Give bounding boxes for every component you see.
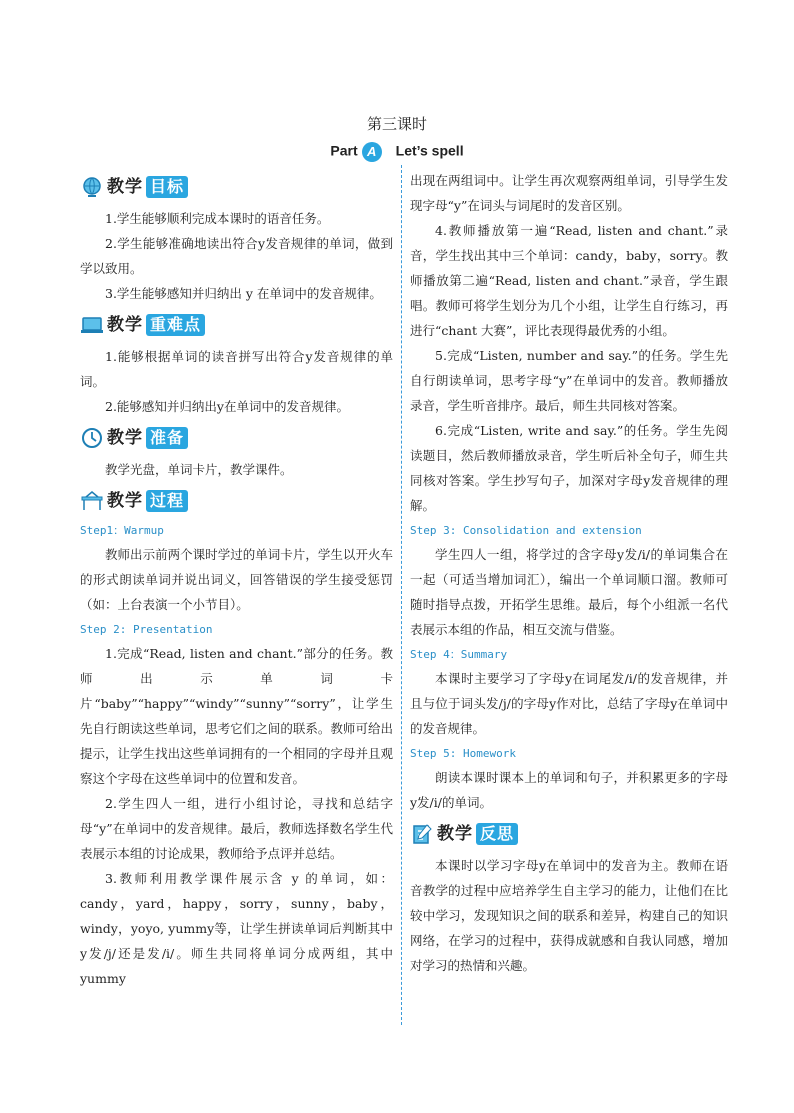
step-heading: Step1：Warmup (80, 524, 164, 537)
part-label: Part (330, 142, 358, 159)
reflection-text: 本课时以学习字母y在单词中的发音为主。教师在语音教学的过程中应培养学生自主学习的能力，让他们在比较中学习，发现知识之间的联系和差异，构建自己的知识网络，在学习的过程中，获得成就感和自我认同感，增加对学习的热情和兴趣。 (410, 858, 728, 973)
presentation-p3-cont: 出现在两组词中。让学生再次观察两组单词，引导学生发现字母“y”在词头与词尾时的发音区别。 (410, 173, 728, 213)
presentation-p3: 3.教师利用教学课件展示含 y 的单词，如：candy，yard，happy，sorry，sunny，baby，windy，yoyo, yummy等，让学生拼读单词后判断其中y发/j/还是发/i/。师生共同将单词分成两组，其中 yummy (80, 871, 393, 986)
right-column (410, 168, 728, 978)
goal-item: 2.学生能够准确地读出符合y发音规律的单词，做到学以致用。 (80, 236, 393, 276)
part-header (0, 142, 794, 162)
consolidation-text: 学生四人一组，将学过的含字母y发/i/的单词集合在一起（可适当增加词汇），编出一个单词顺口溜。教师可随时指导点拨，开拓学生思维。最后，每个小组派一名代表展示本组的作品，相互交流与借鉴。 (410, 547, 728, 637)
section-process-header (80, 486, 393, 516)
section-reflection-t1: 教学 (437, 823, 473, 844)
column-divider (401, 165, 402, 1025)
notebook-icon (410, 822, 434, 846)
section-focus-header (80, 310, 393, 340)
presentation-p1: 1.完成“Read, listen and chant.”部分的任务。教师出示单词卡片“baby”“happy”“windy”“sunny”“sorry”，让学生先自行朗读这些单词，思考它们之间的联系。教师可给出提示，让学生找出这些单词拥有的一个相同的字母并且观察这个字母在这些单词中的位置和发音。 (80, 646, 393, 786)
goal-item: 1.学生能够顺利完成本课时的语音任务。 (105, 211, 330, 226)
clock-icon (80, 426, 104, 450)
focus-item: 2.能够感知并归纳出y在单词中的发音规律。 (105, 399, 349, 414)
presentation-p5: 5.完成“Listen, number and say.”的任务。学生先自行朗读单词，思考字母“y”在单词中的发音。教师播放录音，学生听音排序。最后，师生共同核对答案。 (410, 348, 728, 413)
step-heading: Step 5: Homework (410, 747, 516, 760)
homework-text: 朗读本课时课本上的单词和句子，并积累更多的字母y发/i/的单词。 (410, 770, 728, 810)
desk-icon (80, 489, 104, 513)
globe-icon (80, 175, 104, 199)
part-name: Let’s spell (395, 142, 464, 159)
presentation-p4: 4.教师播放第一遍“Read, listen and chant.”录音，学生找出其中三个单词：candy，baby，sorry。教师播放第二遍“Read, listen and chant.”录音，学生跟唱。教师可将学生划分为几个小组，让学生自行练习，再进行“chant 大赛”，评比表现得最优秀的小组。 (410, 223, 728, 338)
section-focus-t2: 重难点 (146, 314, 205, 336)
warmup-text: 教师出示前两个课时学过的单词卡片，学生以开火车的形式朗读单词并说出词义，回答错误的学生接受惩罚（如：上台表演一个小节目）。 (80, 547, 393, 612)
section-prep-t1: 教学 (107, 427, 143, 448)
step-heading: Step 2: Presentation (80, 623, 213, 636)
section-reflection-header (410, 819, 728, 849)
presentation-p6: 6.完成“Listen, write and say.”的任务。学生先阅读题目，然后教师播放录音，学生听后补全句子，师生共同核对答案。学生抄写句子，加深对字母y发音规律的理解。 (410, 423, 728, 513)
goal-item: 3.学生能够感知并归纳出 y 在单词中的发音规律。 (105, 286, 382, 301)
summary-text: 本课时主要学习了字母y在词尾发/i/的发音规律，并且与位于词头发/j/的字母y作对比，总结了字母y在单词中的发音规律。 (410, 671, 728, 736)
section-prep-header (80, 423, 393, 453)
focus-item: 1.能够根据单词的读音拼写出符合y发音规律的单词。 (80, 349, 393, 389)
section-goals-header (80, 172, 393, 202)
section-goals-t1: 教学 (107, 176, 143, 197)
section-focus-t1: 教学 (107, 314, 143, 335)
section-process-t2: 过程 (146, 490, 188, 512)
step-heading: Step 3: Consolidation and extension (410, 524, 642, 537)
laptop-icon (80, 313, 104, 337)
section-reflection-t2: 反思 (476, 823, 518, 845)
step-heading: Step 4：Summary (410, 648, 508, 661)
part-letter-badge: A (362, 142, 382, 162)
presentation-p2: 2.学生四人一组，进行小组讨论，寻找和总结字母“y”在单词中的发音规律。最后，教师选择数名学生代表展示本组的讨论成果，教师给予点评并总结。 (80, 796, 393, 861)
section-goals-t2: 目标 (146, 176, 188, 198)
prep-text: 教学光盘，单词卡片，教学课件。 (105, 462, 293, 477)
page-title: 第三课时 (366, 115, 427, 133)
left-column (80, 168, 393, 991)
section-prep-t2: 准备 (146, 427, 188, 449)
section-process-t1: 教学 (107, 490, 143, 511)
